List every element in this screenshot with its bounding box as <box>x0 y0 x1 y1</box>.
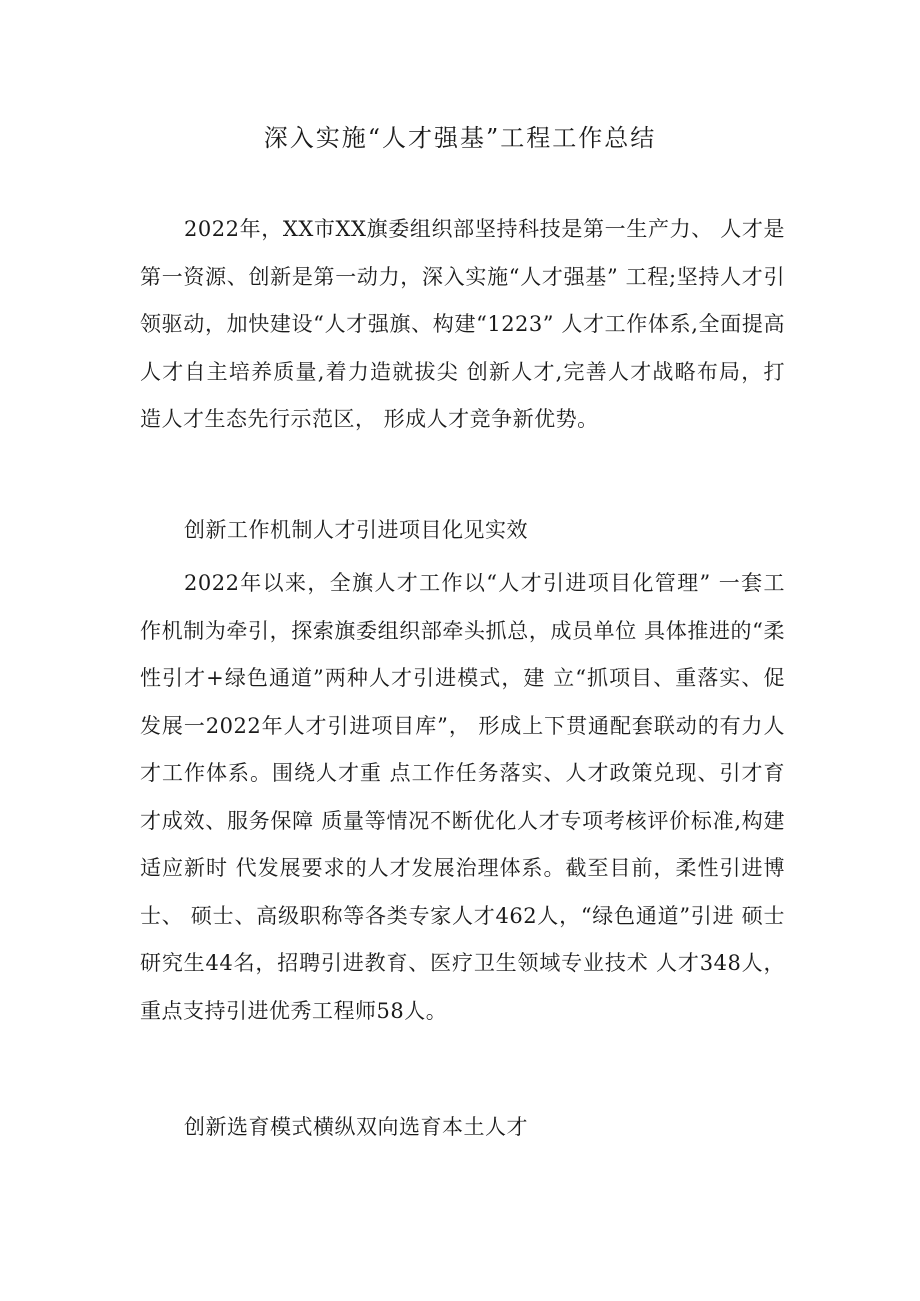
document-title: 深入实施“人才强基”工程工作总结 <box>263 124 657 152</box>
body-paragraph: 2022年，XX市XX旗委组织部坚持科技是第一生产力、 人才是第一资源、创新是第一动力，深入实施“人才强基” 工程;坚持人才引领驱动，加快建设“人才强旗、构建“1223” 人才工作体系,全面提高人才自主培养质量,着力造就拔尖 创新人才,完善人才战略布局，打造人才生态先行示范区， 形成人才竞争新优势。 <box>140 217 785 431</box>
section-heading: 创新工作机制人才引进项目化见实效 <box>184 518 528 542</box>
body-paragraph: 2022年以来，全旗人才工作以“人才引进项目化管理” 一套工作机制为牵引，探索旗委组织部牵头抓总，成员单位 具体推进的“柔性引才+绿色通道”两种人才引进模式，建 立“抓项目、重落实、促发展一2022年人才引进项目库”， 形成上下贯通配套联动的有力人才工作体系。围绕人才重 点工作任务落实、人才政策兑现、引才育才成效、服务保障 质量等情况不断优化人才专项考核评价标准,构建适应新时 代发展要求的人才发展治理体系。截至目前，柔性引进博士、 硕士、高级职称等各类专家人才462人，“绿色通道”引进 硕士研究生44名，招聘引进教育、医疗卫生领域专业技术 人才348人，重点支持引进优秀工程师58人。 <box>140 571 785 1023</box>
section-heading: 创新选育模式横纵双向选育本土人才 <box>184 1115 528 1139</box>
